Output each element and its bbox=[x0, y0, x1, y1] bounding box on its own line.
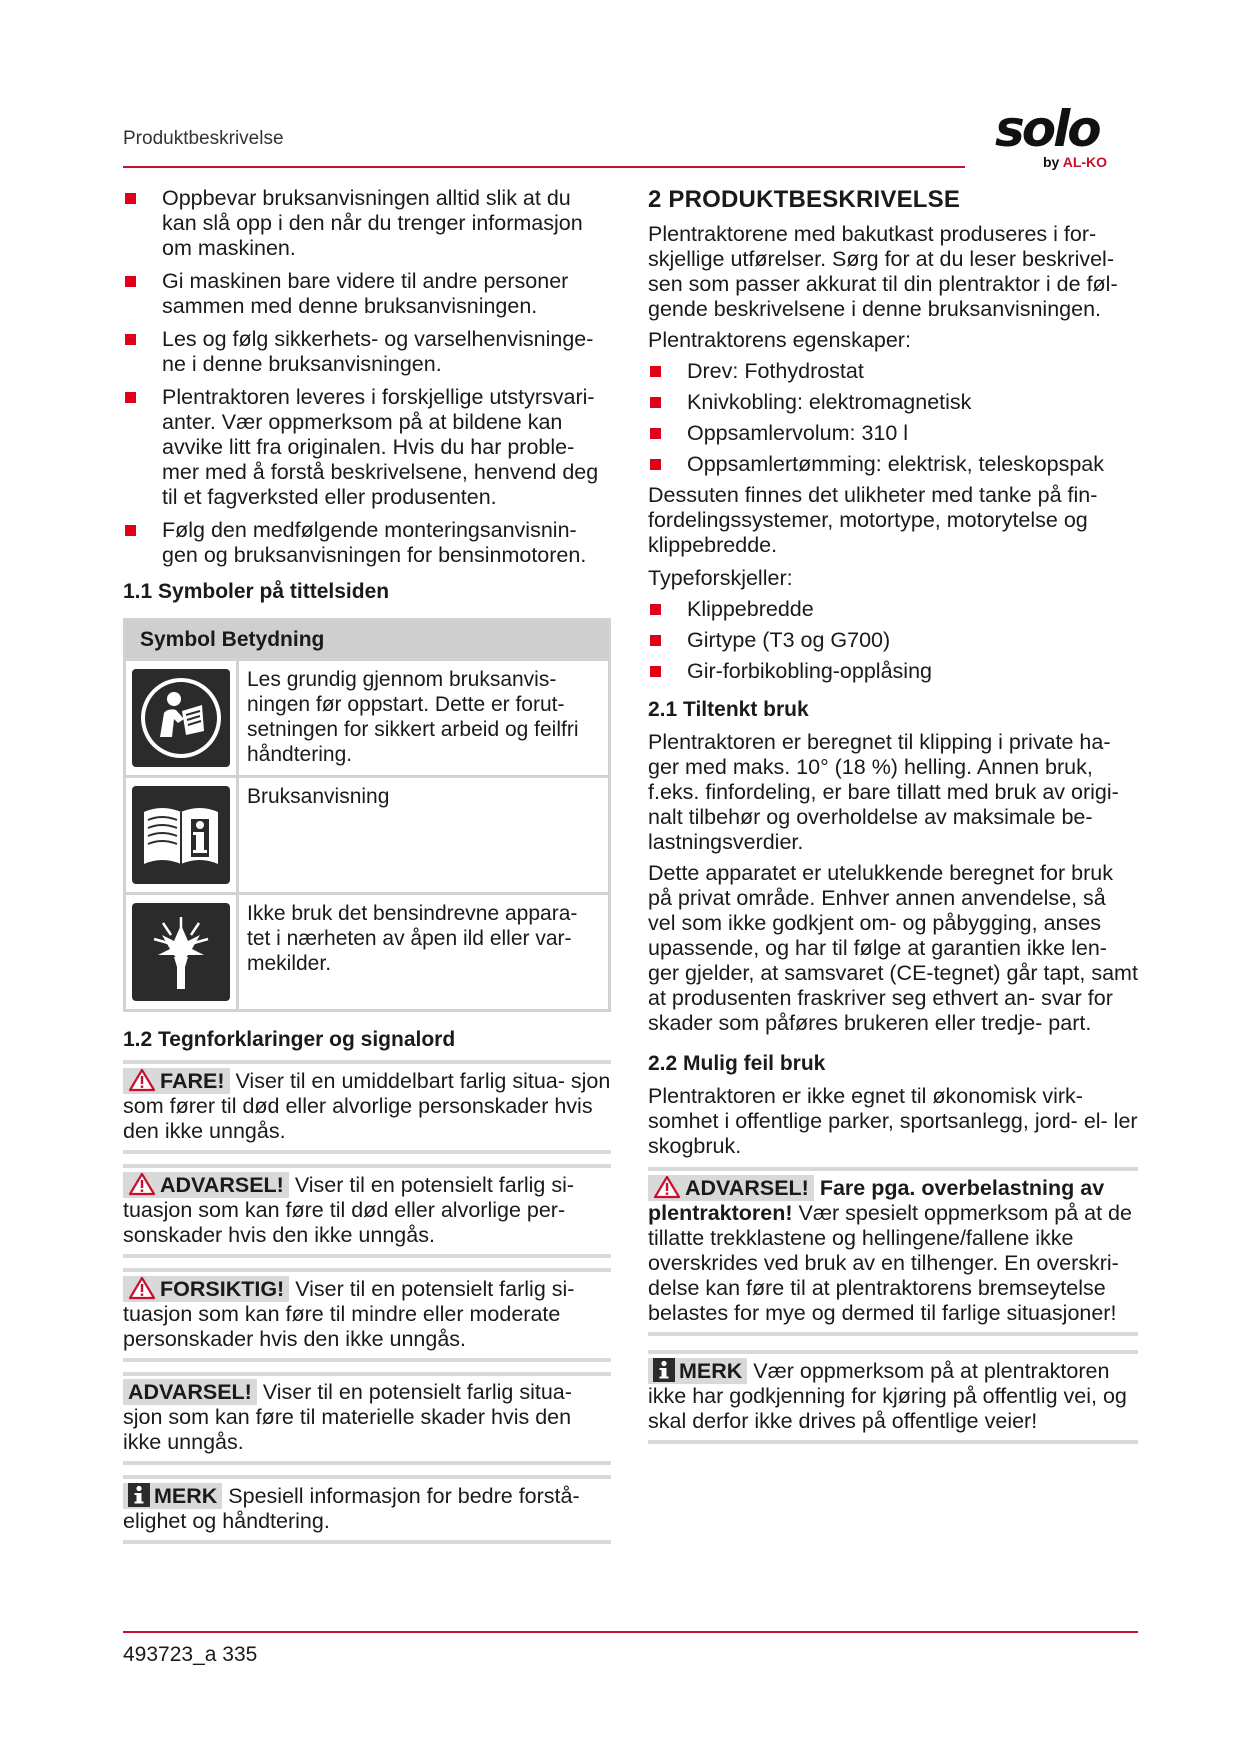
logo-brand-text: AL-KO bbox=[1062, 154, 1108, 170]
warning-label: ADVARSEL! bbox=[685, 1176, 809, 1200]
header-rule bbox=[123, 166, 965, 168]
misuse-heading: 2.2 Mulig feil bruk bbox=[648, 1052, 826, 1075]
running-header: Produktbeskrivelse bbox=[123, 128, 284, 149]
warning-text: Vær spesielt oppmerksom på at de tillatte trekklastene og hellingene/fallene ikke overskrides ved bruk av en tilhenger. En overskri- delse kan føre til at plentraktorens bremseytelse belastes for mye og dermed til farlige situasjoner! bbox=[648, 1201, 1132, 1325]
features-label: Plentraktorens egenskaper: bbox=[648, 328, 911, 352]
signal-label: FARE! bbox=[160, 1069, 225, 1093]
signal-danger bbox=[123, 1060, 611, 1154]
signal-warning bbox=[123, 1164, 611, 1258]
signal-property-warning bbox=[123, 1372, 611, 1465]
brand-logo bbox=[995, 100, 1125, 176]
list-item: Klippebredde bbox=[648, 597, 1138, 622]
signal-text: Viser til en umiddelbart farlig situa- sjon som fører til død eller alvorlige personskader hvis den ikke unngås. bbox=[123, 1069, 611, 1143]
list-item: Girtype (T3 og G700) bbox=[648, 628, 1138, 653]
intended-use-paragraph-2: Dette apparatet er utelukkende beregnet for bruk på privat område. Enhver annen anvendelse, så vel som ikke godkjent om- og påbygging, anses upassende, og har til følge at garantien ikke len- ger gjelder, at samsvaret (CE-tegnet) går tapt, samt at produsenten fraskriver seg ethvert an- svar for skader som påføres brukeren eller tredje- part. bbox=[648, 861, 1138, 1035]
list-item: Knivkobling: elektromagnetisk bbox=[648, 390, 1138, 415]
overload-warning bbox=[648, 1167, 1138, 1336]
signal-heading: 1.2 Tegnforklaringer og signalord bbox=[123, 1028, 456, 1051]
intended-use-heading: 2.1 Tiltenkt bruk bbox=[648, 698, 809, 721]
signal-label: ADVARSEL! bbox=[160, 1173, 284, 1197]
types-list bbox=[648, 597, 1138, 684]
instruction-list bbox=[123, 186, 611, 568]
logo-by-text: by bbox=[1043, 154, 1060, 170]
intended-use-paragraph: Plentraktoren er beregnet til klipping i private ha- ger med maks. 10° (18 %) helling. Annen bruk, f.eks. finfordeling, er bare tillatt med bruk av origi- nalt tilbehør og overholdelse av maksimale be- lastningsverdier. bbox=[648, 730, 1119, 854]
info-icon bbox=[653, 1358, 675, 1382]
list-item: Oppsamlertømming: elektrisk, teleskopspak bbox=[648, 452, 1138, 477]
symbols-heading: 1.1 Symboler på tittelsiden bbox=[123, 580, 390, 603]
manual-info-icon bbox=[132, 786, 230, 884]
warning-triangle-icon bbox=[128, 1172, 156, 1196]
right-column bbox=[648, 186, 1138, 1454]
list-item: Gi maskinen bare videre til andre personer sammen med denne bruksanvisningen. bbox=[123, 269, 611, 319]
left-column bbox=[123, 186, 611, 1554]
page-reference: 493723_a 335 bbox=[123, 1643, 258, 1666]
list-item: Følg den medfølgende monteringsanvisnin- gen og bruksanvisningen for bensinmotoren. bbox=[123, 518, 611, 568]
symbols-table bbox=[123, 618, 611, 1012]
info-icon bbox=[128, 1483, 150, 1507]
symbol-meaning: Ikke bruk det bensindrevne appara- tet i nærheten av åpen ild eller var- mekilder. bbox=[238, 894, 610, 1011]
list-item: Les og følg sikkerhets- og varselhenvisninge- ne i denne bruksanvisningen. bbox=[123, 327, 611, 377]
signal-text: Viser til en potensielt farlig si- tuasjon som kan føre til mindre eller moderate personskader hvis den ikke unngås. bbox=[123, 1277, 575, 1351]
note-text: Vær oppmerksom på at plentraktoren ikke har godkjenning for kjøring på offentlig vei, og skal derfor ikke drives på offentlige veier! bbox=[648, 1359, 1127, 1433]
no-open-flame-icon bbox=[132, 903, 230, 1001]
misuse-paragraph: Plentraktoren er ikke egnet til økonomisk virk- somhet i offentlige parker, sportsanlegg, jord- el- ler skogbruk. bbox=[648, 1084, 1138, 1158]
logo-wordmark: solo bbox=[995, 100, 1099, 158]
signal-note bbox=[123, 1475, 611, 1544]
signal-label: MERK bbox=[154, 1484, 218, 1508]
note-label: MERK bbox=[679, 1359, 743, 1383]
list-item: Oppsamlervolum: 310 l bbox=[648, 421, 1138, 446]
footer-rule bbox=[123, 1631, 1138, 1633]
road-note bbox=[648, 1350, 1138, 1444]
signal-label: ADVARSEL! bbox=[128, 1380, 252, 1404]
signal-text: Viser til en potensielt farlig si- tuasjon som kan føre til død eller alvorlige per- sonskader hvis den ikke unngås. bbox=[123, 1173, 575, 1247]
symbols-table-header: Symbol Betydning bbox=[125, 620, 610, 660]
warning-triangle-icon bbox=[128, 1068, 156, 1092]
read-manual-icon bbox=[132, 669, 230, 767]
signal-text: Spesiell informasjon for bedre forstå- elighet og håndtering. bbox=[123, 1484, 580, 1533]
symbol-meaning: Les grundig gjennom bruksanvis- ningen før oppstart. Dette er forut- setningen for sikkert arbeid og feilfri håndtering. bbox=[238, 660, 610, 777]
table-row bbox=[125, 777, 610, 894]
section-heading: 2 PRODUKTBESKRIVELSE bbox=[648, 186, 961, 213]
differences-paragraph: Dessuten finnes det ulikheter med tanke på fin- fordelingssystemer, motortype, motorytelse og klippebredde. bbox=[648, 483, 1098, 557]
signal-label: FORSIKTIG! bbox=[160, 1277, 285, 1301]
warning-triangle-icon bbox=[653, 1175, 681, 1199]
warning-triangle-icon bbox=[128, 1276, 156, 1300]
list-item: Gir-forbikobling-opplåsing bbox=[648, 659, 1138, 684]
symbol-meaning: Bruksanvisning bbox=[238, 777, 610, 894]
signal-text: Viser til en potensielt farlig situa- sjon som kan føre til materielle skader hvis den ikke unngås. bbox=[123, 1380, 572, 1454]
signal-caution bbox=[123, 1268, 611, 1362]
type-label: Typeforskjeller: bbox=[648, 566, 793, 590]
list-item: Plentraktoren leveres i forskjellige utstyrsvari- anter. Vær oppmerksom på at bildene kan avvike litt fra originalen. Hvis du har proble- mer med å forstå beskrivelsene, henvend deg til et fagverksted eller produsenten. bbox=[123, 385, 611, 510]
list-item: Oppbevar bruksanvisningen alltid slik at du kan slå opp i den når du trenger informasjon om maskinen. bbox=[123, 186, 611, 261]
logo-byline bbox=[1043, 154, 1107, 170]
features-list bbox=[648, 359, 1138, 477]
intro-paragraph: Plentraktorene med bakutkast produseres i for- skjellige utførelser. Sørg for at du leser beskrivel- sen som passer akkurat til din plentraktor i de føl- gende beskrivelsene i denne bruksanvisningen. bbox=[648, 222, 1118, 321]
warning-lead: Fare pga. overbelastning av plentraktoren! bbox=[648, 1176, 1105, 1225]
list-item: Drev: Fothydrostat bbox=[648, 359, 1138, 384]
table-row bbox=[125, 894, 610, 1011]
table-row bbox=[125, 660, 610, 777]
